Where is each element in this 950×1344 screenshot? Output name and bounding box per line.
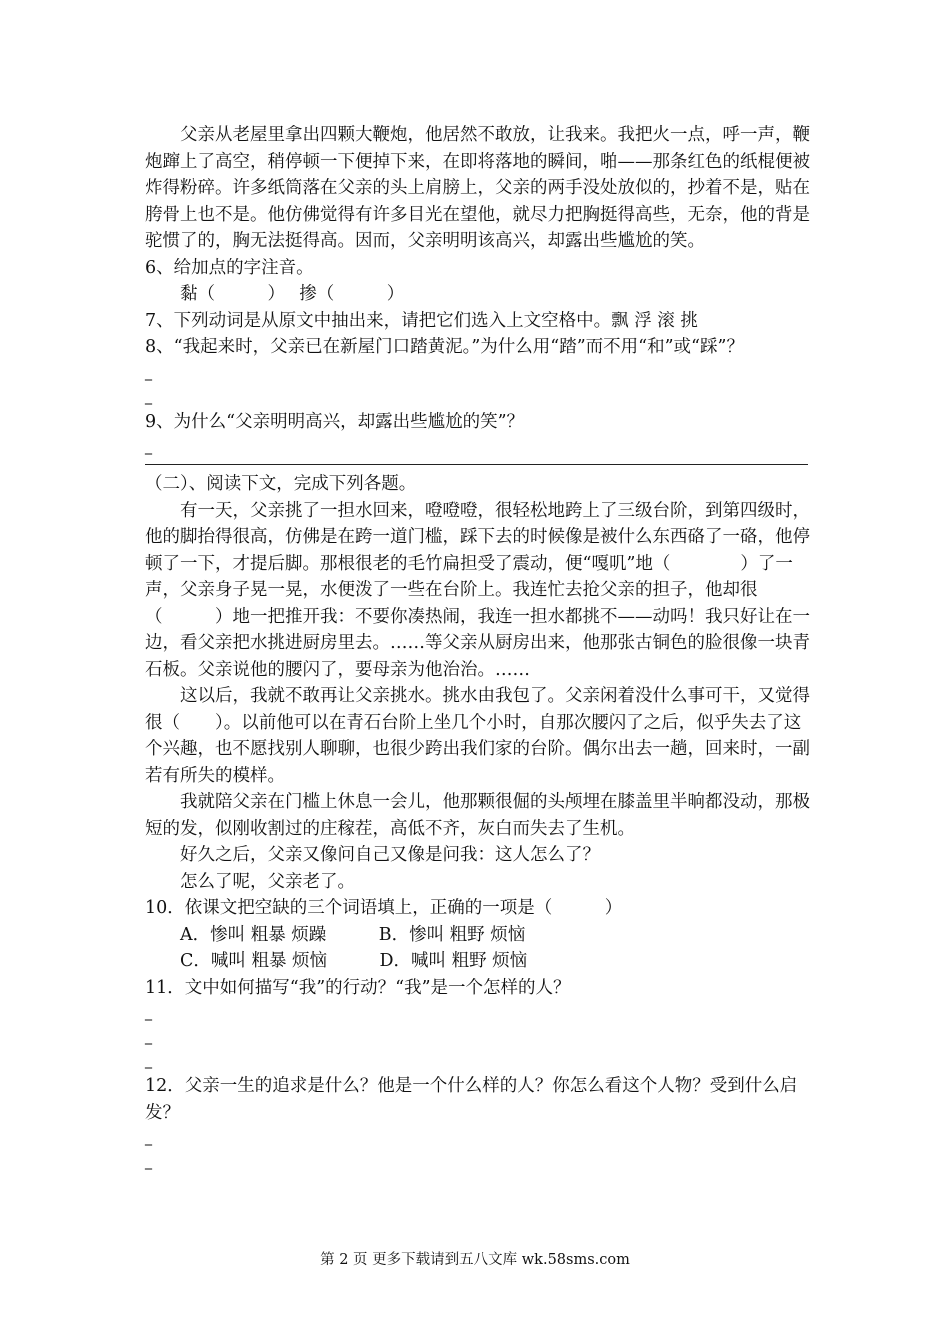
answer-line: _ bbox=[145, 1154, 152, 1170]
question-7: 7、下列动词是从原文中抽出来，请把它们选入上文空格中。飘 浮 滚 挑 bbox=[145, 310, 698, 331]
question-10-options: A．惨叫 粗暴 烦躁 B．惨叫 粗野 烦恼 bbox=[180, 924, 526, 945]
answer-line: _ bbox=[145, 388, 152, 405]
question-10: 10．依课文把空缺的三个词语填上，正确的一项是（ ） bbox=[145, 898, 623, 918]
passage-paragraph: 好久之后，父亲又像问自己又像是问我：这人怎么了？ bbox=[180, 845, 600, 865]
question-10-options: C．喊叫 粗暴 烦恼 D．喊叫 粗野 烦恼 bbox=[180, 951, 528, 971]
section-divider bbox=[145, 464, 808, 465]
answer-line: _ bbox=[145, 1029, 152, 1045]
answer-line: _ bbox=[145, 364, 152, 381]
question-6: 6、给加点的字注音。 bbox=[145, 257, 314, 278]
answer-line: _ bbox=[145, 439, 152, 455]
answer-line: _ bbox=[145, 1130, 152, 1146]
question-12: 12．父亲一生的追求是什么？他是一个什么样的人？你怎么看这个人物？受到什么启发？ bbox=[145, 1076, 798, 1123]
passage-paragraph: 我就陪父亲在门槛上休息一会儿，他那颗很倔的头颅埋在膝盖里半晌都没动，那极短的发，似刚收割过的庄稼茬，高低不齐，灰白而失去了生机。 bbox=[145, 792, 810, 839]
question-9: 9、为什么“父亲明明高兴，却露出些尴尬的笑”？ bbox=[145, 411, 525, 432]
page-footer: 第 2 页 更多下载请到五八文库 wk.58sms.com bbox=[320, 1252, 630, 1268]
document-body bbox=[145, 122, 810, 1174]
answer-line: _ bbox=[145, 1005, 152, 1021]
section-2-title: （二）、阅读下文，完成下列各题。 bbox=[145, 474, 417, 494]
passage-paragraph: 怎么了呢，父亲老了。 bbox=[180, 871, 355, 892]
passage-paragraph: 有一天，父亲挑了一担水回来，噔噔噔，很轻松地跨上了三级台阶，到第四级时，他的脚抬得很高，仿佛是在跨一道门槛，踩下去的时候像是被什么东西硌了一硌，他停顿了一下，才提后脚。那根很老的毛竹扁担受了震动，便“嘎叽”地（ ）了一声，父亲身子晃一晃，水便泼了一些在台阶上。我连忙去抢父亲的担子，他却很（ ）地一把推开我：不要你凑热闹，我连一担水都挑不——动吗！我只好让在一边，看父亲把水挑进厨房里去。……等父亲从厨房出来，他那张古铜色的脸很像一块青石板。父亲说他的腰闪了，要母亲为他治治。…… bbox=[145, 500, 810, 680]
question-11: 11．文中如何描写“我”的行动？“我”是一个怎样的人？ bbox=[145, 977, 571, 998]
passage-paragraph: 这以后，我就不敢再让父亲挑水。挑水由我包了。父亲闲着没什么事可干，又觉得很（ ）。以前他可以在青石台阶上坐几个小时，自那次腰闪了之后，似乎失去了这个兴趣，也不愿找别人聊聊，也很少跨出我们家的台阶。偶尔出去一趟，回来时，一副若有所失的模样。 bbox=[145, 686, 810, 786]
answer-line: _ bbox=[145, 1053, 152, 1069]
question-6-items: 黏（ ） 掺（ ） bbox=[180, 284, 405, 304]
question-8: 8、“我起来时，父亲已在新屋门口踏黄泥。”为什么用“踏”而不用“和”或“踩”？ bbox=[145, 337, 744, 357]
passage-paragraph: 父亲从老屋里拿出四颗大鞭炮，他居然不敢放，让我来。我把火一点，呼一声，鞭炮蹿上了高空，稍停顿一下便掉下来，在即将落地的瞬间，啪——那条红色的纸棍便被炸得粉碎。许多纸筒落在父亲的头上肩膀上，父亲的两手没处放似的，抄着不是，贴在胯骨上也不是。他仿佛觉得有许多目光在望他，就尽力把胸挺得高些，无奈，他的背是驼惯了的，胸无法挺得高。因而，父亲明明该高兴，却露出些尴尬的笑。 bbox=[145, 125, 810, 251]
